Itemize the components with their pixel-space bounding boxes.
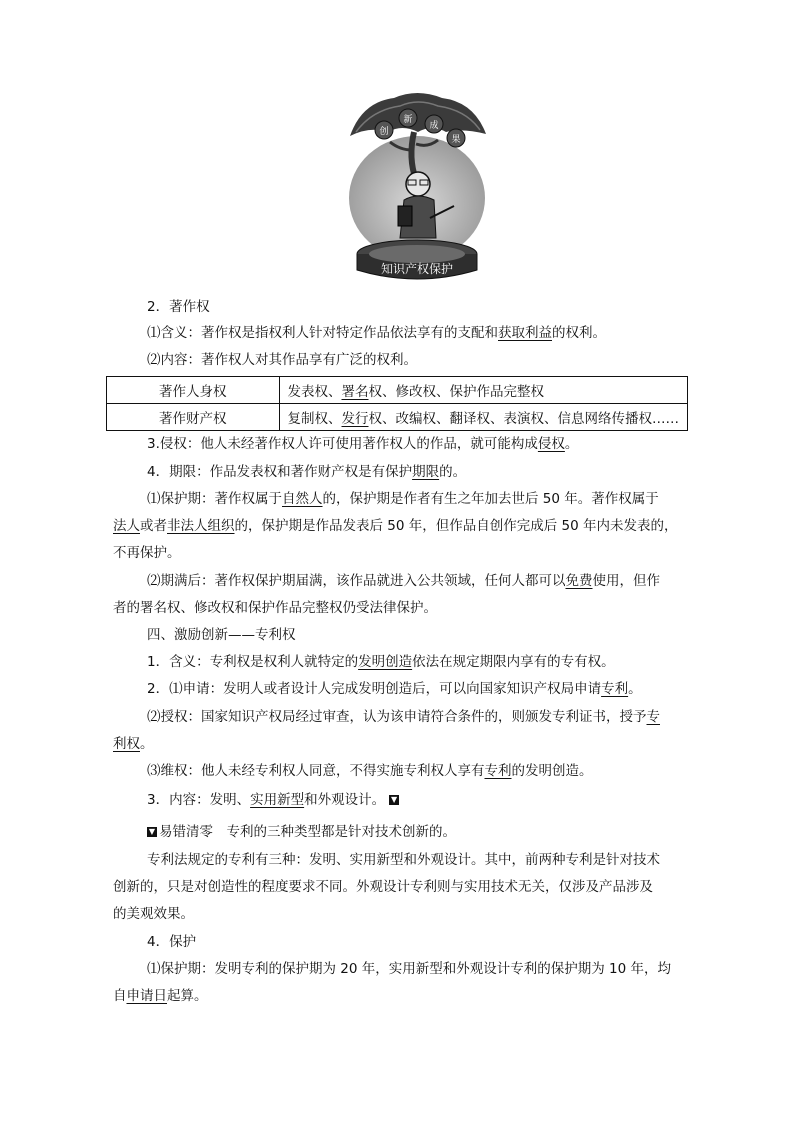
- copyright-heading: 2．著作权: [147, 299, 210, 315]
- table-cell-key: 著作人身权: [107, 377, 280, 404]
- copyright-expiry-line1: ⑵期满后：著作权保护期届满，该作品就进入公共领域，任何人都可以免费使用，但作: [147, 573, 660, 589]
- copyright-protection-period-line1: ⑴保护期：著作权属于自然人的，保护期是作者有生之年加去世后 50 年。著作权属于: [147, 491, 659, 507]
- fruit-icon: [375, 121, 393, 139]
- fruit-icon: [399, 109, 417, 127]
- fruit-icon: [425, 115, 443, 133]
- patent-heading: 四、激励创新——专利权: [147, 627, 296, 643]
- copyright-protection-period-line2: 法人或者非法人组织的，保护期是作品发表后 50 年，但作品自创作完成后 50 年内未发表的，: [113, 518, 678, 534]
- copyright-expiry-line2: 者的署名权、修改权和保护作品完整权仍受法律保护。: [113, 600, 437, 616]
- tip-body-line2: 创新的，只是对创造性的程度要求不同。外观设计专利则与实用技术无关，仅涉及产品涉及: [113, 879, 653, 895]
- tip-body-line3: 的美观效果。: [113, 906, 194, 922]
- copyright-term: 4．期限：作品发表权和著作财产权是有保护期限的。: [147, 464, 467, 480]
- copyright-infringement: 3.侵权：他人未经著作权人许可使用著作权人的作品，就可能构成侵权。: [147, 436, 579, 452]
- patent-application: 2．⑴申请：发明人或者设计人完成发明创造后，可以向国家知识产权局申请专利。: [147, 681, 642, 697]
- table-cell-value: 复制权、发行权、改编权、翻译权、表演权、信息网络传播权……: [279, 404, 688, 431]
- patent-protection-heading: 4．保护: [147, 934, 197, 950]
- table-row: [107, 377, 688, 404]
- patent-content: 3．内容：发明、实用新型和外观设计。 ▼: [147, 792, 398, 808]
- patent-grant-line2: 利权。: [113, 736, 154, 752]
- patent-defense: ⑶维权：他人未经专利权人同意，不得实施专利权人享有专利的发明创造。: [147, 763, 593, 779]
- copyright-protection-period-line3: 不再保护。: [113, 545, 181, 561]
- patent-grant-line1: ⑵授权：国家知识产权局经过审查，认为该申请符合条件的，则颁发专利证书，授予专: [147, 709, 660, 725]
- table-cell-key: 著作财产权: [107, 404, 280, 431]
- note-marker-icon: ▼: [391, 795, 398, 804]
- patent-period-line1: ⑴保护期：发明专利的保护期为 20 年，实用新型和外观设计专利的保护期为 10 年，均: [147, 961, 672, 977]
- tip-body-line1: 专利法规定的专利有三种：发明、实用新型和外观设计。其中，前两种专利是针对技术: [147, 852, 660, 868]
- tip-title: ▼ 易错清零 专利的三种类型都是针对技术创新的。: [148, 824, 456, 840]
- patent-period-line2: 自申请日起算。: [113, 988, 208, 1004]
- ip-protection-illustration: [342, 88, 492, 284]
- fruit-icon: [447, 129, 465, 147]
- copyright-content: ⑵内容：著作权人对其作品享有广泛的权利。: [147, 352, 417, 368]
- copyright-meaning: ⑴含义：著作权是指权利人针对特定作品依法享有的支配和获取利益的权利。: [147, 325, 606, 341]
- table-cell-value: 发表权、署名权、修改权、保护作品完整权: [279, 377, 688, 404]
- table-row: [107, 404, 688, 431]
- svg-text:果: 果: [451, 135, 461, 145]
- svg-text:成: 成: [429, 121, 439, 131]
- patent-meaning: 1．含义：专利权是权利人就特定的发明创造依法在规定期限内享有的专有权。: [147, 654, 615, 670]
- note-marker-icon: ▼: [148, 827, 156, 836]
- base-label: 知识产权保护: [380, 262, 454, 276]
- copyright-rights-table: [106, 376, 688, 431]
- svg-text:新: 新: [403, 115, 413, 125]
- svg-text:创: 创: [379, 127, 389, 137]
